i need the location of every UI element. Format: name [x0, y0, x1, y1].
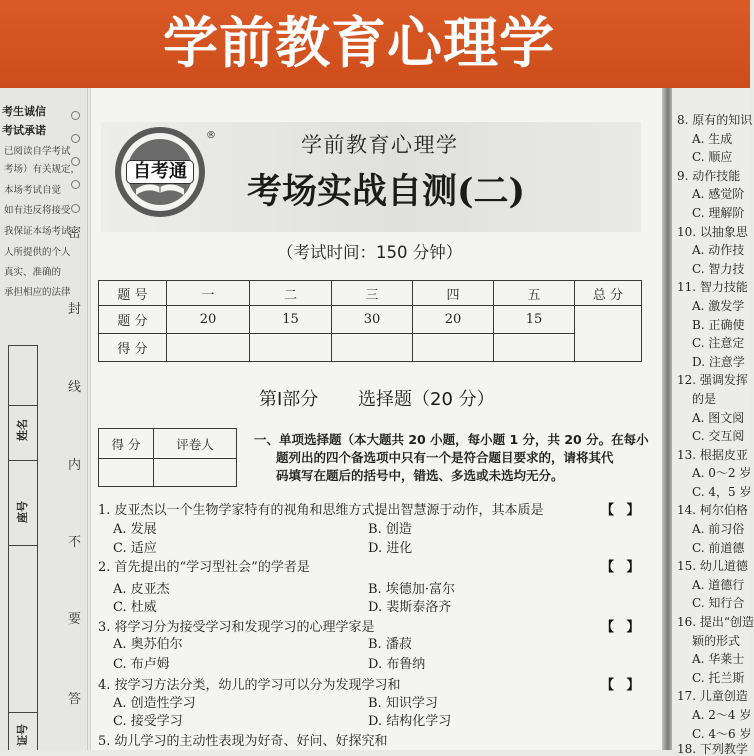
question-stem: 1. 皮亚杰以一个生物学家特有的视角和思维方式提出智慧源于动作，其本质是	[98, 503, 544, 518]
next-page-question: 9. 动作技能	[677, 168, 741, 183]
next-page-option: C. 智力技	[692, 261, 745, 276]
score-cell	[167, 334, 250, 362]
score-cell	[413, 334, 494, 362]
binding-hole-icon	[71, 157, 80, 166]
next-page-option: C. 理解阶	[692, 205, 745, 220]
next-page-option: A. 动作技	[692, 243, 745, 258]
instruction-line: 码填写在题后的括号中，错选、多选或未选均无分。	[276, 468, 564, 483]
instruction-line: 题列出的四个备选项中只有一个是符合题目要求的，请将其代	[276, 450, 614, 465]
binding-strip	[0, 88, 88, 750]
question-option: C. 布卢姆	[113, 657, 170, 672]
points-label-cell: 题 分	[99, 306, 167, 334]
name-label: 姓名	[16, 419, 29, 441]
next-page-option: A. 感觉阶	[692, 187, 745, 202]
next-page	[672, 88, 754, 756]
binding-hole-icon	[71, 134, 80, 143]
next-page-option: C. 顺应	[692, 150, 733, 165]
grader-name-cell	[154, 459, 237, 487]
question-option: C. 杜威	[113, 600, 157, 615]
part-title: 选择题（20 分）	[358, 389, 495, 410]
score-cell	[494, 334, 575, 362]
logo-text: 自考通	[126, 160, 194, 184]
points-cell: 15	[250, 306, 332, 334]
next-page-continuation: 颖的形式	[692, 633, 741, 648]
total-score-cell	[575, 306, 642, 362]
grader-score-label: 得 分	[99, 429, 154, 459]
part-label: 第Ⅰ部分	[259, 389, 319, 410]
subject-title: 学前教育心理学	[301, 133, 459, 157]
next-page-option: A. 华莱士	[692, 652, 745, 667]
question-option: B. 潘菽	[368, 637, 412, 652]
binding-hole-icon	[71, 180, 80, 189]
score-label-cell: 得 分	[99, 334, 167, 362]
seal-line-char: 答	[68, 692, 82, 707]
question-stem: 3. 将学习分为接受学习和发现学习的心理学家是	[98, 620, 375, 635]
binding-hole-icon	[71, 111, 80, 120]
score-header-cell: 四	[413, 281, 494, 306]
next-page-option: C. 4～6 岁	[692, 726, 752, 741]
question-option: C. 适应	[113, 541, 157, 556]
score-header-cell: 题 号	[99, 281, 167, 306]
next-page-option: A. 2～4 岁	[692, 708, 752, 722]
question-stem: 2. 首先提出的“学习型社会”的学者是	[98, 560, 310, 575]
next-page-question: 14. 柯尔伯格	[677, 503, 748, 518]
next-page-lines	[672, 111, 754, 756]
pledge-text-line: 真实、准确的	[4, 267, 62, 278]
answer-bracket: 【 】	[601, 620, 644, 635]
pledge-text-line: 人所提供的个人	[4, 247, 71, 258]
score-cell	[332, 334, 413, 362]
score-table	[98, 280, 642, 362]
candidate-info-table	[8, 345, 38, 750]
table-rule	[9, 712, 37, 713]
question-stem: 4. 按学习方法分类，幼儿的学习可以分为发现学习和	[98, 678, 401, 693]
pledge-title-line: 考生诚信	[2, 105, 46, 118]
score-header-cell: 一	[167, 281, 250, 306]
pledge-text-line: 如有违反将接受	[4, 205, 71, 216]
question-option: D. 结构化学习	[368, 714, 452, 729]
question-option: D. 裴斯泰洛齐	[368, 600, 452, 615]
score-header-cell: 二	[250, 281, 332, 306]
instruction-line: 一、单项选择题（本大题共 20 小题，每小题 1 分，共 20 分。在每小	[254, 432, 649, 447]
question-option: D. 进化	[368, 541, 413, 556]
grader-table	[98, 428, 237, 487]
next-page-question: 8. 原有的知识	[677, 113, 753, 127]
pledge-text-line: 已阅读自学考试	[4, 146, 71, 157]
next-page-option: A. 前习俗	[692, 522, 745, 537]
next-page-option: C. 知行合	[692, 596, 745, 611]
next-page-question: 16. 提出“创造	[677, 615, 754, 630]
next-page-option: C. 交互阅	[692, 429, 745, 444]
pledge-text-line: 承担相应的法律	[4, 287, 71, 298]
score-header-cell: 五	[494, 281, 575, 306]
binding-hole-icon	[71, 204, 80, 213]
next-page-question: 12. 强调发挥	[677, 373, 748, 388]
question-option: A. 发展	[113, 522, 157, 537]
seal-line-char: 密	[68, 226, 82, 241]
next-page-question: 15. 幼儿道德	[677, 559, 748, 574]
score-header-cell: 三	[332, 281, 413, 306]
table-rule	[9, 405, 37, 406]
pledge-text-line: 我保证本场考试	[4, 226, 71, 237]
next-page-option: A. 0～2 岁	[692, 466, 752, 481]
question-option: B. 知识学习	[368, 696, 438, 711]
next-page-question: 10. 以抽象思	[677, 224, 748, 239]
table-rule	[9, 545, 37, 546]
question-option: B. 埃德加·富尔	[368, 582, 455, 597]
next-page-option: C. 4，5 岁	[692, 484, 752, 499]
table-rule	[9, 460, 37, 461]
seal-line-char: 封	[68, 302, 82, 317]
seal-line-char: 不	[68, 535, 82, 550]
banner	[0, 0, 750, 88]
next-page-continuation: 的是	[692, 391, 717, 406]
grader-label: 评卷人	[154, 429, 237, 459]
next-page-option: D. 注意学	[692, 354, 745, 369]
next-page-option: A. 生成	[692, 131, 733, 146]
exam-duration: （考试时间：150 分钟）	[277, 243, 463, 262]
banner-title: 学前教育心理学	[163, 11, 556, 75]
next-page-option: A. 图文阅	[692, 410, 745, 425]
score-cell	[250, 334, 332, 362]
question-stem: 5. 幼儿学习的主动性表现为好奇、好问、好探究和	[98, 734, 388, 749]
next-page-option: A. 激发学	[692, 298, 745, 313]
question-option: C. 接受学习	[113, 714, 183, 729]
id-label: 证号	[16, 724, 29, 746]
points-cell: 30	[332, 306, 413, 334]
next-page-option: B. 正确使	[692, 317, 745, 332]
answer-bracket: 【 】	[601, 503, 644, 518]
answer-bracket: 【 】	[601, 560, 644, 575]
exam-page	[90, 88, 662, 750]
seal-line-char: 线	[68, 380, 82, 395]
question-option: A. 皮亚杰	[113, 582, 170, 597]
question-option: D. 布鲁纳	[368, 657, 426, 672]
answer-bracket: 【 】	[601, 678, 644, 693]
points-cell: 20	[167, 306, 250, 334]
next-page-option: C. 托兰斯	[692, 670, 745, 685]
points-cell: 15	[494, 306, 575, 334]
exam-title: 考场实战自测(二)	[247, 171, 526, 212]
seal-line-char: 内	[68, 458, 82, 473]
pledge-text-line: 考场）有关规定，	[4, 164, 81, 175]
next-page-question: 17. 儿童创造	[677, 689, 748, 704]
registered-mark: ®	[206, 130, 216, 141]
next-page-question: 13. 根据皮亚	[677, 447, 748, 462]
next-page-option: A. 道德行	[692, 577, 745, 592]
seal-line-char: 要	[68, 612, 82, 627]
points-cell: 20	[413, 306, 494, 334]
grader-score-cell	[99, 459, 154, 487]
pledge-text-line: 本场考试自觉	[4, 185, 62, 196]
table-rule	[9, 345, 37, 346]
next-page-question: 18. 下列教学	[677, 742, 748, 756]
next-page-question: 11. 智力技能	[677, 280, 748, 295]
next-page-option: C. 注意定	[692, 336, 745, 351]
pledge-title-line: 考试承诺	[2, 124, 46, 137]
seat-label: 座号	[16, 501, 29, 523]
question-option: A. 奥苏伯尔	[113, 637, 183, 652]
zikaotong-logo	[114, 126, 206, 218]
question-option: A. 创造性学习	[113, 696, 196, 711]
next-page-option: C. 前道德	[692, 540, 745, 555]
score-header-cell: 总 分	[575, 281, 642, 306]
question-option: B. 创造	[368, 522, 412, 537]
